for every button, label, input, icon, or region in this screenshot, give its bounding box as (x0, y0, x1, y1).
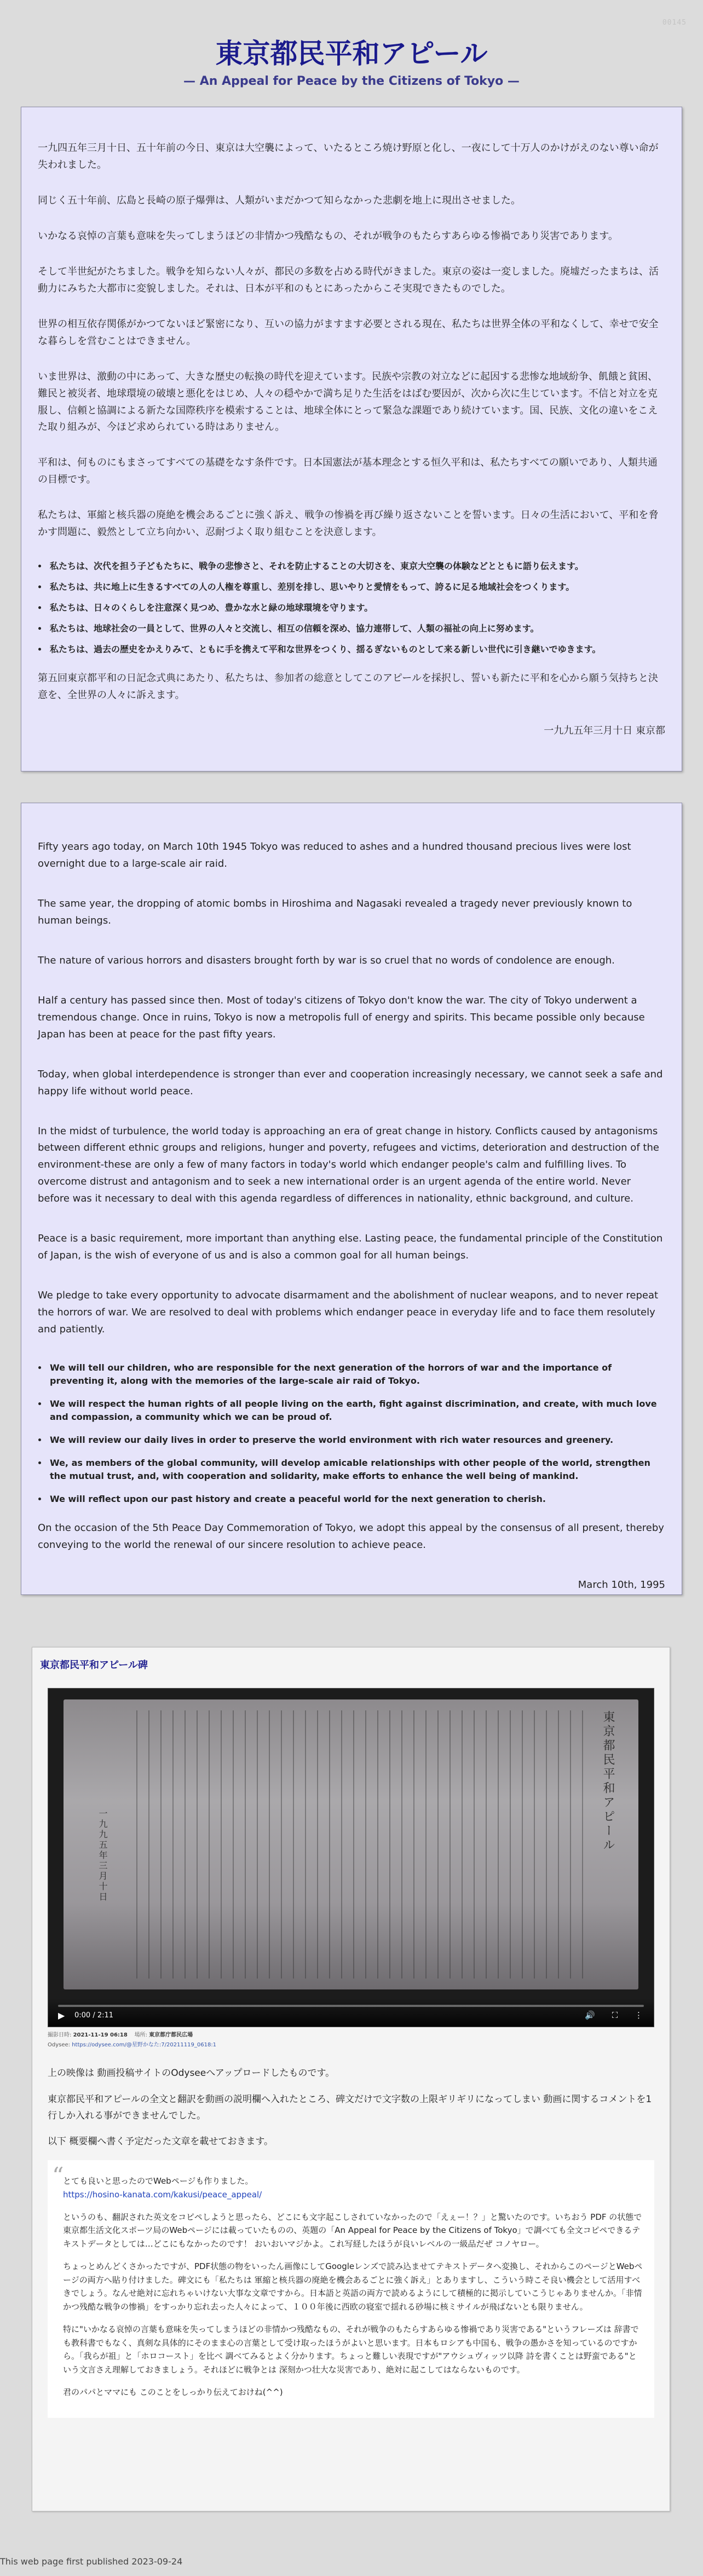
meta-place-label: 場所: (134, 2032, 147, 2038)
appeal-date: 一九九五年三月十日 東京都 (544, 725, 665, 737)
appeal-panel-japanese (21, 107, 682, 771)
pledge-list (38, 560, 665, 656)
meta-place: 東京都庁都民広場 (149, 2032, 193, 2038)
pledge-list (38, 1361, 665, 1506)
inscription-texture (129, 1710, 589, 1979)
appeal-panel-english (21, 803, 682, 1595)
page-header (0, 0, 703, 88)
pledge-item: • We will reflect upon our past history and create a peaceful world for the next generation to cherish. (48, 1493, 665, 1506)
page-counter: 00145 (662, 19, 687, 27)
monument-title: 東京都民平和アピール碑 (40, 1660, 148, 1671)
play-icon[interactable]: ▶ (58, 2010, 65, 2021)
appeal-paragraph: 私たちは、軍縮と核兵器の廃絶を機会あるごとに強く訴え、戦争の惨禍を再び繰り返さないことを誓います。日々の生活において、平和を脅かす問題に、毅然として立ち向かい、忍耐づよく取り組むことを決意します。 (38, 509, 659, 538)
appeal-paragraph: Today, when global interdependence is stronger than ever and cooperation increasingly necessary, we cannot seek a safe and happy life without world peace. (38, 1068, 663, 1097)
description-paragraph: 以下 概要欄へ書く予定だった文章を載せておきます。 (48, 2136, 274, 2148)
pledge-item: • 私たちは、次代を担う子どもたちに、戦争の悲惨さと、それを防止することの大切さを、東京大空襲の体験などとともに語り伝えます。 (48, 560, 665, 573)
pledge-item: • 私たちは、過去の歴史をかえりみて、ともに手を携えて平和な世界をつくり、揺るぎないものとして来る新しい世代に引き継いでゆきます。 (48, 643, 665, 656)
description-paragraph: 東京都民平和アピールの全文と翻訳を動画の説明欄へ入れたところ、碑文だけで文字数の上限ギリギリになってしまい 動画に関するコメントを1行しか入れる事ができませんでした。 (48, 2093, 652, 2121)
pledge-item: • 私たちは、共に地上に生きるすべての人の人権を尊重し、差別を排し、思いやりと愛情をもって、誇るに足る地域社会をつくります。 (48, 581, 665, 594)
quote-paragraph: 特に"いかなる哀悼の言葉も意味を失ってしまうほどの非情かつ残酷なもの、それが戦争のもたらすあらゆる惨禍であり災害である"というフレーズは 辞書でも教科書でもなく、真剣な具体的にそのまま心の言葉として受け取ったほうがよいと思います。日本もロシアも中国も、戦争の愚かさを知っているのですから。「我らが祖」と「ホロコースト」を比べ 調べてみるとよく分かります。ちょっと難しい表現ですが"アウシュヴィッツ以降 詩を書くことは野蛮である"という文言さえ理解しておきましょう。それほどに戦争とは 深刻かつ壮大な災害であり、絶対に起こしてはならないものです。 (63, 2324, 639, 2375)
quote-paragraph: ちょっとめんどくさかったですが、PDF状態の物をいったん画像にしてGoogleレンズで読み込ませてテキストデータへ変換し、それからこのページとWebページの両方へ貼り付けました。碑文にも「私たちは 軍縮と核兵器の廃絶を機会あるごとに強く訴え」とありますし、こういう時こそ良い機会として活用すべきでしょう。なんせ絶対に忘れちゃいけない大事な文章ですから。日本語と英語の両方で読めるようにして積極的に掲示していこうじゃありませんか。「非情かつ残酷な戦争の惨禍」をすっかり忘れ去った人々によって、１００年後に西欧の寝室で揺れる砂場に核ミサイルが飛ばないとも限りません。 (63, 2261, 643, 2312)
quote-mark-icon: “ (52, 2162, 64, 2189)
page-footer: This web page first published 2023-09-24 (0, 2556, 183, 2567)
appeal-closing: On the occasion of the 5th Peace Day Commemoration of Tokyo, we adopt this appeal by the consensus of all present, thereby conveying to the world the renewal of our sincere resolution to achieve peace. (38, 1522, 664, 1551)
video-time: 0:00 / 2:11 (74, 2011, 114, 2020)
pledge-item: • We will review our daily lives in order to preserve the world environment with rich water resources and greenery. (48, 1434, 665, 1447)
video-player[interactable] (48, 1688, 654, 2027)
appeal-paragraph: 平和は、何ものにもまさってすべての基礎をなす条件です。日本国憲法が基本理念とする恒久平和は、私たちすべての願いであり、人類共通の目標です。 (38, 457, 658, 486)
appeal-paragraph: The nature of various horrors and disasters brought forth by war is so cruel that no words of condolence are enough. (38, 954, 615, 966)
volume-icon[interactable]: 🔊 (585, 2010, 595, 2020)
quoted-note (48, 2160, 654, 2418)
appeal-paragraph: いま世界は、激動の中にあって、大きな歴史の転換の時代を迎えています。民族や宗教の対立などに起因する悲惨な地域紛争、飢餓と貧困、難民と被災者、地球環境の破壊と悪化をはじめ、人々の穏やかで満ち足りた生活をはばむ要因が、次から次に生じています。不信と対立を克服し、信頼と協調による新たな国際秩序を模索することは、地球全体にとって緊急な課題であり続けています。国、民族、文化の違いをこえた取り組みが、今ほど求められている時はありません。 (38, 370, 658, 433)
more-options-icon[interactable]: ⋮ (635, 2010, 643, 2020)
pledge-item: • We will respect the human rights of all people living on the earth, fight against discrimination, and create, with much love and compassion, a community which we can be proud of. (48, 1397, 665, 1424)
monument-stone-image (64, 1699, 638, 1989)
pledge-item: • 私たちは、日々のくらしを注意深く見つめ、豊かな水と緑の地球環境を守ります。 (48, 601, 665, 614)
appeal-paragraph: 同じく五十年前、広島と長崎の原子爆弾は、人類がいまだかつて知らなかった悲劇を地上に現出させました。 (38, 194, 521, 206)
appeal-paragraph: そして半世紀がたちました。戦争を知らない人々が、都民の多数を占める時代がきました。東京の姿は一変しました。廃墟だったまちは、活動力にみちた大都市に変貌しました。それは、日本が平和のもとにあったからこそ実現できたものでした。 (38, 265, 659, 294)
meta-date-label: 撮影日時: (48, 2032, 72, 2038)
appeal-paragraph: Peace is a basic requirement, more important than anything else. Lasting peace, the fundamental principle of the Constitution of Japan, is the wish of everyone of us and is also a common goal for all human beings. (38, 1233, 663, 1262)
appeal-paragraph: 一九四五年三月十日、五十年前の今日、東京は大空襲によって、いたるところ焼け野原と化し、一夜にして十万人のかけがえのない尊い命が失われました。 (38, 142, 659, 171)
meta-date: 2021-11-19 06:18 (73, 2032, 128, 2038)
appeal-date: March 10th, 1995 (578, 1579, 665, 1591)
quote-paragraph: 君のパパとママにも このことをしっかり伝えておけね(^^) (63, 2387, 283, 2397)
page-title: 東京都民平和アピール (215, 37, 488, 69)
page-subtitle: — An Appeal for Peace by the Citizens of Tokyo — (183, 74, 520, 88)
appeal-paragraph: Half a century has passed since then. Most of today's citizens of Tokyo don't know the war. The city of Tokyo underwent a tremendous change. Once in ruins, Tokyo is now a metropolis full of energy and spirits. This became possible only because Japan has been at peace for the past fifty years. (38, 994, 645, 1040)
stone-inscription-title: 東京都民平和アピール (601, 1710, 615, 1853)
video-progress-bar[interactable] (58, 2005, 644, 2007)
pledge-item: • We will tell our children, who are responsible for the next generation of the horrors of war and the importance of preventing it, along with the memories of the large-scale air raid of Tokyo. (48, 1361, 665, 1388)
meta-odysee-label: Odysee: (48, 2042, 71, 2048)
quote-line: とても良いと思ったのでWebページも作りました。 (63, 2176, 253, 2186)
appeal-paragraph: いかなる哀悼の言葉も意味を失ってしまうほどの非情かつ残酷なもの、それが戦争のもたらすあらゆる惨禍であり災害であります。 (38, 230, 618, 242)
stone-inscription-date: 一九九五年三月十日 (97, 1809, 108, 1902)
fullscreen-icon[interactable]: ⛶ (612, 2010, 618, 2020)
appeal-paragraph: Fifty years ago today, on March 10th 1945 Tokyo was reduced to ashes and a hundred thousand precious lives were lost overnight due to a large-scale air raid. (38, 841, 631, 869)
appeal-paragraph: The same year, the dropping of atomic bombs in Hiroshima and Nagasaki revealed a tragedy never previously known to human beings. (38, 897, 632, 926)
odysee-link[interactable]: https://odysee.com/@星野かなた:7/20211119_0618:1 (72, 2042, 217, 2048)
appeal-paragraph: In the midst of turbulence, the world today is approaching an era of great change in history. Conflicts caused by antagonisms between different ethnic groups and religions, hunger and poverty, refugees and victims, deterioration and destruction of the environment-these are only a few of many factors in today's world which endanger people's calm and fulfilling lives. To overcome distrust and antagonism and to seek a new international order is an urgent agenda of the entire world. Never before was it necessary to deal with this agenda regardless of differences in nationality, ethnic background, and culture. (38, 1125, 659, 1205)
video-controls (48, 1998, 654, 2027)
appeal-paragraph: We pledge to take every opportunity to advocate disarmament and the abolishment of nuclear weapons, and to never repeat the horrors of war. We are resolved to deal with problems which endanger peace in everyday life and to face them resolutely and patiently. (38, 1290, 659, 1336)
appeal-paragraph: 世界の相互依存関係がかつてないほど緊密になり、互いの協力がますます必要とされる現在、私たちは世界全体の平和なくして、幸せで安全な暮らしを営むことはできません。 (38, 318, 659, 347)
pledge-item: • 私たちは、地球社会の一員として、世界の人々と交流し、相互の信頼を深め、協力連帯して、人類の福祉の向上に努めます。 (48, 622, 665, 635)
quote-paragraph: というのも、翻訳された英文をコピペしようと思ったら、どこにも文字起こしされていなかったので「えぇー！？」と驚いたのです。いちおう PDF の状態で東京都生活文化スポーツ局のWebページには載っていたものの、英題の「An Appeal for Peace by the Citizens of Tokyo」で調べても全文コピペできるテキストデータとしては…どこにもなかったのです！ おいおいマジかよ。これ写経したほうが良いレベルの一級品だぜ コノヤロー。 (63, 2212, 642, 2249)
monument-section (32, 1647, 670, 2511)
webpage-link[interactable]: https://hosino-kanata.com/kakusi/peace_appeal/ (63, 2189, 262, 2200)
monument-description (48, 2066, 654, 2150)
description-paragraph: 上の映像は 動画投稿サイトのOdyseeへアップロードしたものです。 (48, 2068, 335, 2079)
appeal-closing: 第五回東京都平和の日記念式典にあたり、私たちは、参加者の総意としてこのアピールを採択し、誓いも新たに平和を心から願う気持ちと決意を、全世界の人々に訴えます。 (38, 672, 658, 701)
pledge-item: • We, as members of the global community, will develop amicable relationships with other people of the world, strengthen the mutual trust, and, with cooperation and solidarity, make efforts to enhance the well being of mankind. (48, 1457, 665, 1483)
video-meta (48, 2030, 662, 2050)
